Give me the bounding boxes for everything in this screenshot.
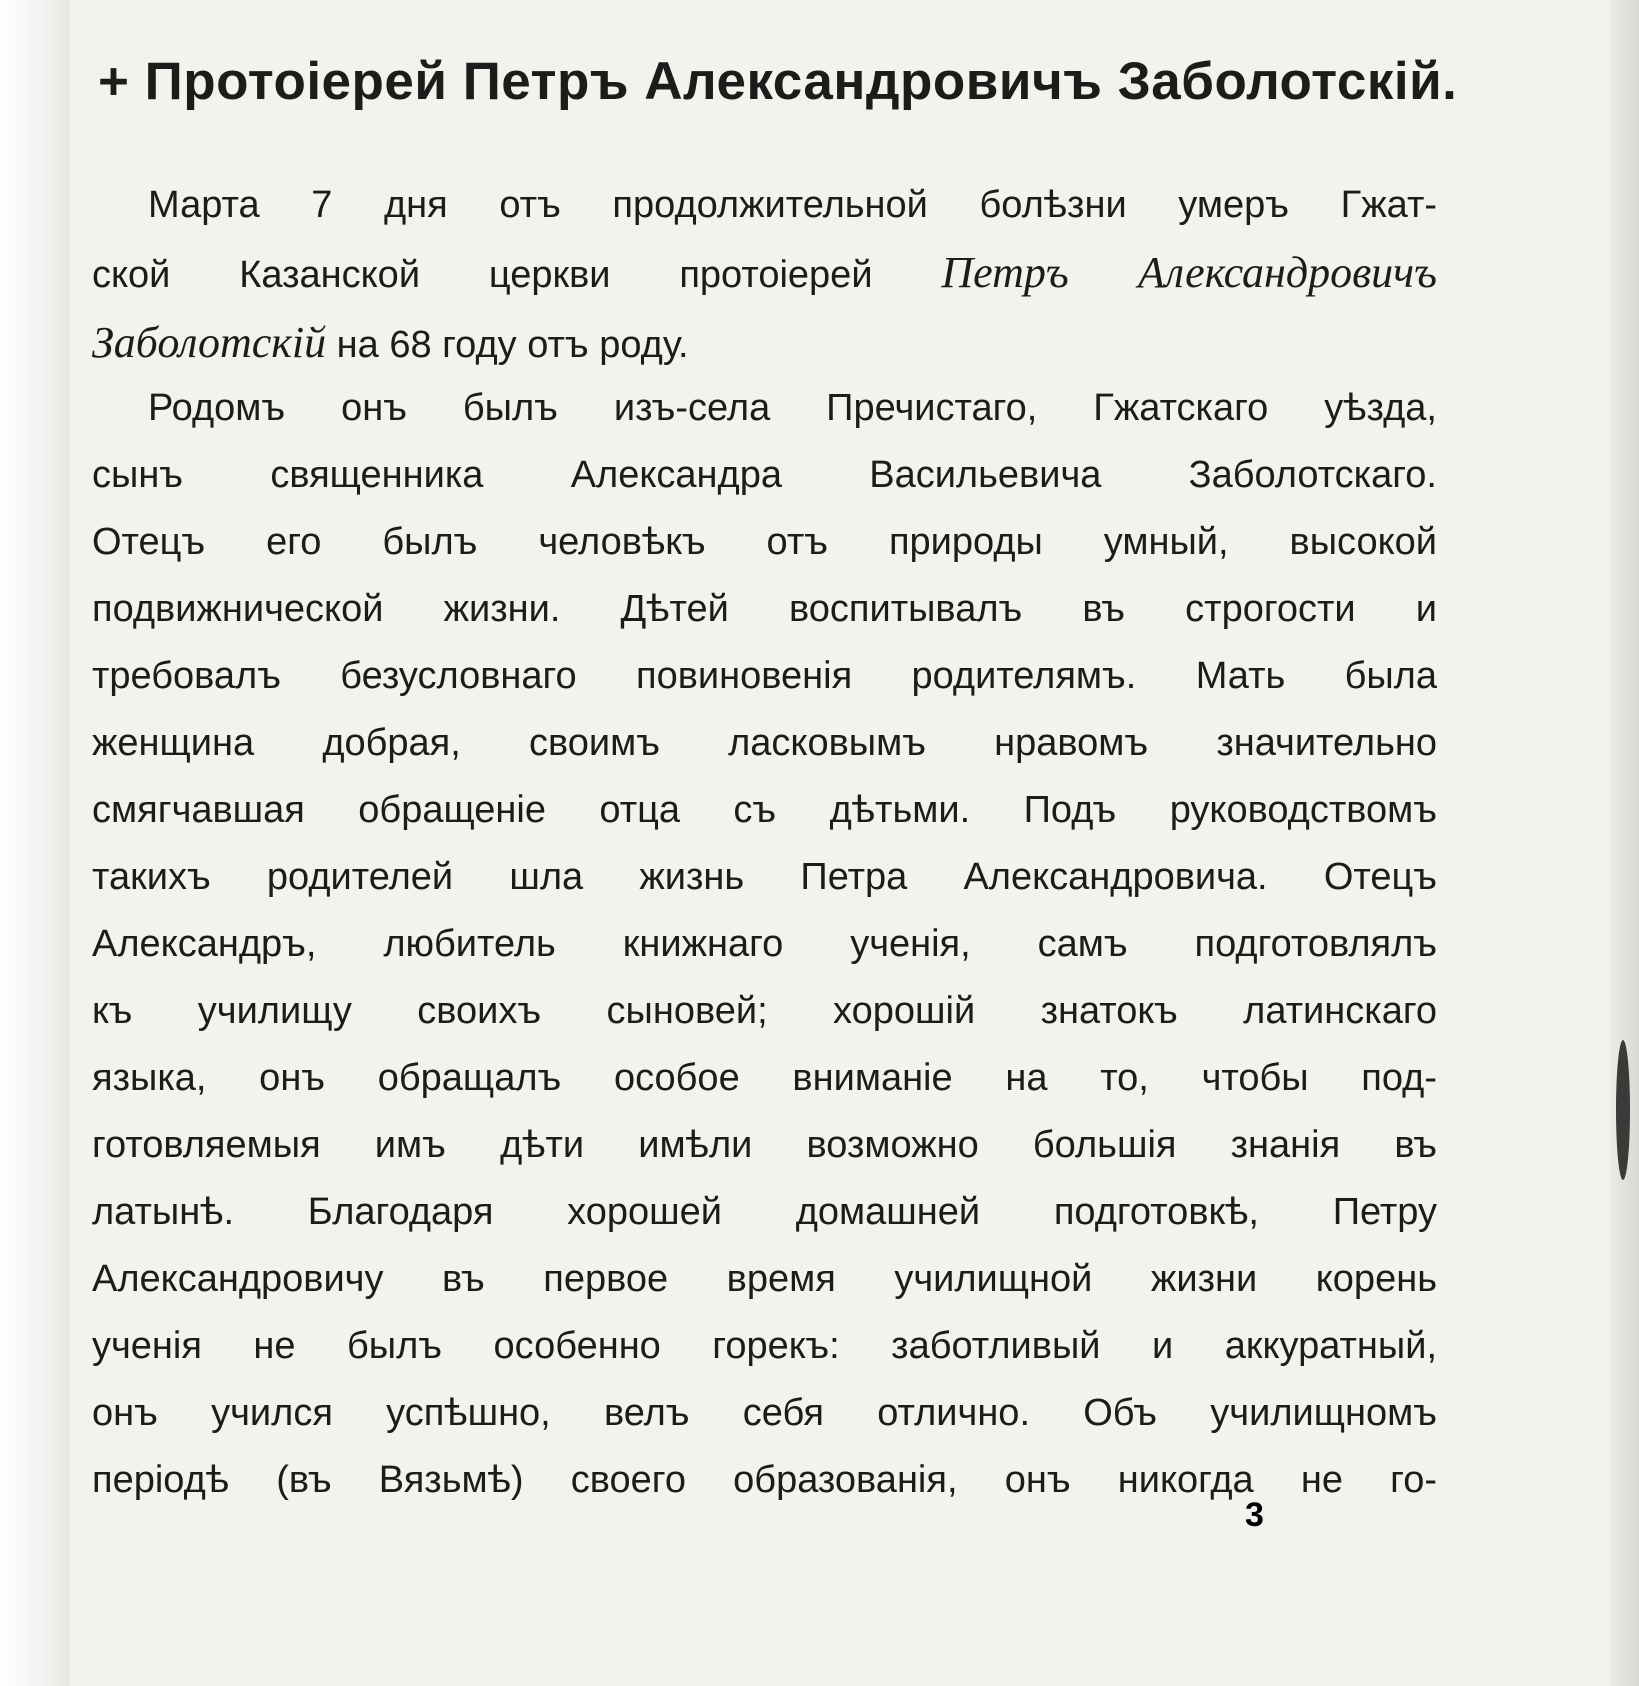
paragraph-2-line: Александровичу въ первое время училищной жизни корень [92, 1258, 1437, 1300]
paragraph-2-line: къ училищу своихъ сыновей; хорошій знатокъ латинскаго [92, 990, 1437, 1032]
paragraph-2-line: сынъ священника Александра Васильевича Заболотскаго. [92, 454, 1437, 496]
paragraph-2-line: подвижнической жизни. Дѣтей воспитывалъ въ строгости и [92, 588, 1437, 630]
paragraph-2-line: готовляемыя имъ дѣти имѣли возможно большія знанія въ [92, 1124, 1437, 1166]
scan-right-edge [1610, 0, 1639, 1686]
paragraph-2-line: періодѣ (въ Вязьмѣ) своего образованія, онъ никогда не го- [92, 1459, 1437, 1501]
paragraph-2-line: языка, онъ обращалъ особое вниманіе на то, чтобы под- [92, 1057, 1437, 1099]
surname-italic: Заболотскій [92, 318, 327, 367]
paragraph-2-line: латынѣ. Благодаря хорошей домашней подготовкѣ, Петру [92, 1191, 1437, 1233]
paragraph-1-line-3: Заболотскій на 68 году отъ роду. [92, 318, 689, 367]
paragraph-1-line-1: Марта 7 дня отъ продолжительной болѣзни умеръ Гжат- [148, 184, 1437, 226]
paragraph-2-line: требовалъ безусловнаго повиновенія родителямъ. Мать была [92, 655, 1437, 697]
paragraph-2-line: смягчавшая обращеніе отца съ дѣтьми. Подъ руководствомъ [92, 789, 1437, 831]
page-number: 3 [1245, 1496, 1264, 1534]
paragraph-2-line: такихъ родителей шла жизнь Петра Александровича. Отецъ [92, 856, 1437, 898]
scan-left-margin [0, 0, 70, 1686]
paragraph-2 [92, 375, 1437, 1514]
paragraph-2-line: женщина добрая, своимъ ласковымъ нравомъ значительно [92, 722, 1437, 764]
paragraph-2-line: ученія не былъ особенно горекъ: заботливый и аккуратный, [92, 1325, 1437, 1367]
name-italic: Петръ Александровичъ [941, 248, 1438, 297]
scan-edge-shadow [1616, 1040, 1630, 1180]
paragraph-2-line: Отецъ его былъ человѣкъ отъ природы умный, высокой [92, 521, 1437, 563]
paragraph-1-line-2: ской Казанской церкви протоіерей Петръ Александровичъ [92, 248, 1438, 297]
page-title: + Протоіерей Петръ Александровичъ Заболотскій. [98, 52, 1458, 111]
paragraph-1 [92, 172, 1437, 379]
paragraph-2-line: онъ учился успѣшно, велъ себя отлично. Объ училищномъ [92, 1392, 1437, 1434]
paragraph-2-line: Родомъ онъ былъ изъ-села Пречистаго, Гжатскаго уѣзда, [148, 387, 1437, 429]
paragraph-2-line: Александръ, любитель книжнаго ученія, самъ подготовлялъ [92, 923, 1437, 965]
